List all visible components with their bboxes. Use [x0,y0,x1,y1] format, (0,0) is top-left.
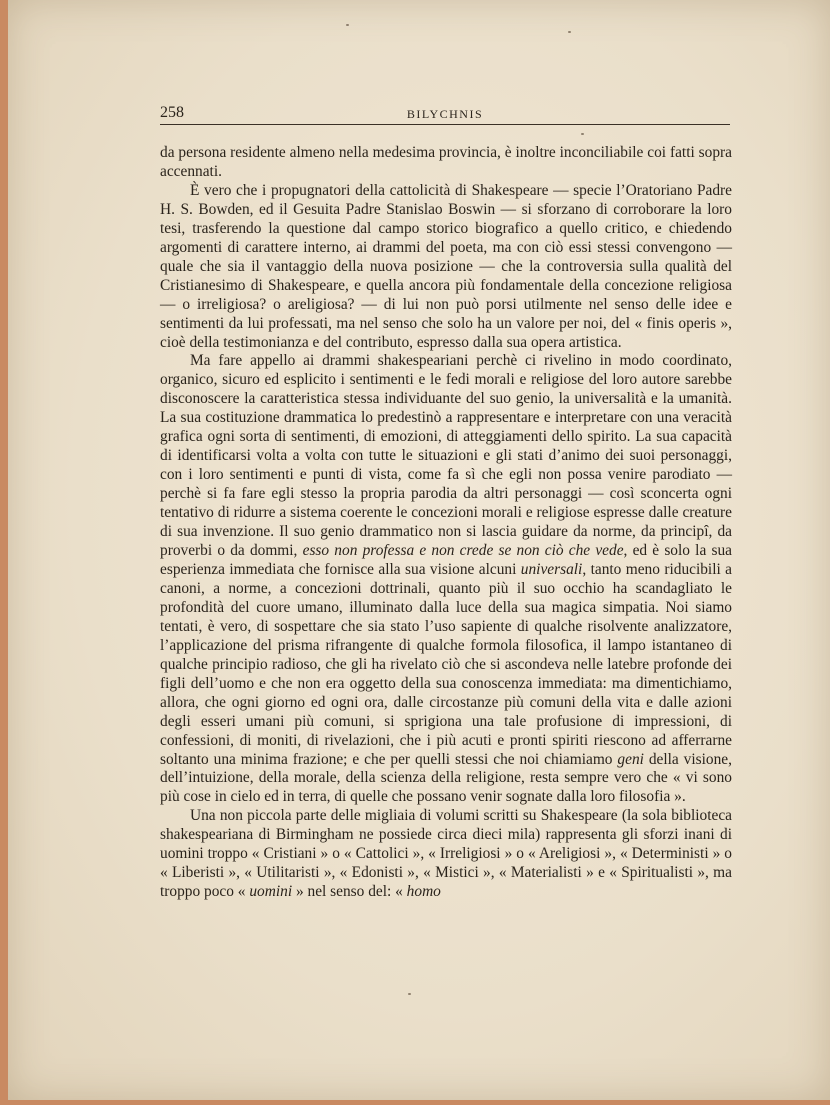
text-run: È vero che i propugnatori della cattolicità di Shakespeare — specie l’Oratoriano Padre H. S. Bowden, ed il Gesuita Padre Stanislao Boswin — si sforzano di corroborare la loro tesi, trasferendo la questione dal campo storico biografico a quello critico, e chiedendo argomenti di carattere interno, ai drammi del poeta, ma con ciò essi stessi convengono — quale che sia il vantaggio della nuova posizione — che la controversia sulla qualità del Cristianesimo di Shakespeare, e quella ancora più fondamentale della concezione religiosa — o irreligiosa? o areligiosa? — di lui non può porsi utilmente nel senso delle idee e sentimenti da lui professati, ma nel senso che solo ha un valore per noi, del « finis operis », cioè della testimonianza e del contributo, espresso dalla sua opera artistica. [160,181,732,351]
italic-run: uomini [249,883,293,901]
text-run: Ma fare appello ai drammi shakespeariani perchè ci rivelino in modo coordinato, organico, sicuro ed esplicito i sentimenti e le fedi morali e religiose del loro autore sarebbe disconoscere la caratteristica stessa individuante del suo genio, la universalità e la umanità. La sua costituzione drammatica lo predestinò a rappresentare e interpretare con una veracità grafica ogni sorta di sentimenti, di emozioni, di atteggiamenti dello spirito. La sua capacità di identificarsi volta a volta con tutte le situazioni e gli stati d’animo dei suoi personaggi, con i loro sentimenti e punti di vista, come fa sì che egli non possa venire parodiato — perchè si fa fare egli stesso la propria parodia da altri personaggi — così sconcerta ogni tentativo di ridurre a sistema coerente le concezioni morali e religiose espresse dalle creature di sua invenzione. Il suo genio drammatico non si lascia guidare da norme, da principî, da proverbi o da dommi, [160,352,732,560]
text-run: , ed è solo la sua esperienza immediata che fornisce alla sua visione alcuni [160,542,732,578]
text-run: della visione, dell’intuizione, della morale, della scienza della religione, resta sempre vero che « vi sono più cose in cielo ed in terra, di quelle che possano venir sognate dalla loro filosofia ». [160,750,732,806]
paper-speck [408,993,411,995]
text-run: » nel senso del: « [292,883,407,901]
paragraph [160,182,732,353]
italic-run: universali [520,560,583,578]
italic-run: homo [406,883,441,901]
header-rule [160,124,730,125]
text-run: Una non piccola parte delle migliaia di volumi scritti su Shakespeare (la sola biblioteca shakespeariana di Birmingham ne possiede circa dieci mila) rappresenta gli sforzi inani di uomini troppo « Cristiani » o « Cattolici », « Irreligiosi » o « Areligiosi », « Deterministi » o « Liberisti », « Utilitaristi », « Edonisti », « Mistici », « Materialisti » e « Spiritualisti », ma troppo poco « [160,807,732,901]
page-header [160,104,730,124]
italic-run: esso non professa e non crede se non ciò che vede [302,542,624,560]
running-title: BILYCHNIS [406,107,484,121]
text-run: , tanto meno riducibili a canoni, a norme, a concezioni dottrinali, quanto più il suo occhio ha scandagliato le profondità del cuore umano, illuminato dalla luce della sua magica simpatia. Noi siamo tentati, è vero, di sospettare che sia stato l’uso sapiente di qualche risolvente analizzatore, l’applicazione del prisma rifrangente di qualche formola filosofica, il lampo istantaneo di qualche principio radioso, che gli ha rivelato ciò che si ascondeva nelle latebre profonde dei figli dell’uomo e che non era oggetto della sua conoscenza immediata: ma dimentichiamo, allora, che ogni giorno ed ogni ora, dalle circostanze più comuni della vita e dalle azioni degli esseri umani più comuni, si sprigiona una tale profusione di impressioni, di confessioni, di moniti, di rivelazioni, che i più acuti e pronti spiriti riescono ad afferrarne soltanto una minima frazione; e che per quelli stessi che noi chiamiamo [160,560,732,768]
paper-speck [581,133,584,135]
paper-speck [346,24,349,26]
paragraph [160,807,732,902]
text-run: da persona residente almeno nella medesima provincia, è inoltre inconciliabile coi fatti sopra accennati. [160,144,732,180]
book-page [8,0,830,1100]
page-number: 258 [160,104,184,121]
italic-run: geni [617,750,644,768]
paragraph [160,352,732,807]
paragraph [160,144,732,182]
paper-speck [568,31,571,33]
body-text [160,144,732,902]
